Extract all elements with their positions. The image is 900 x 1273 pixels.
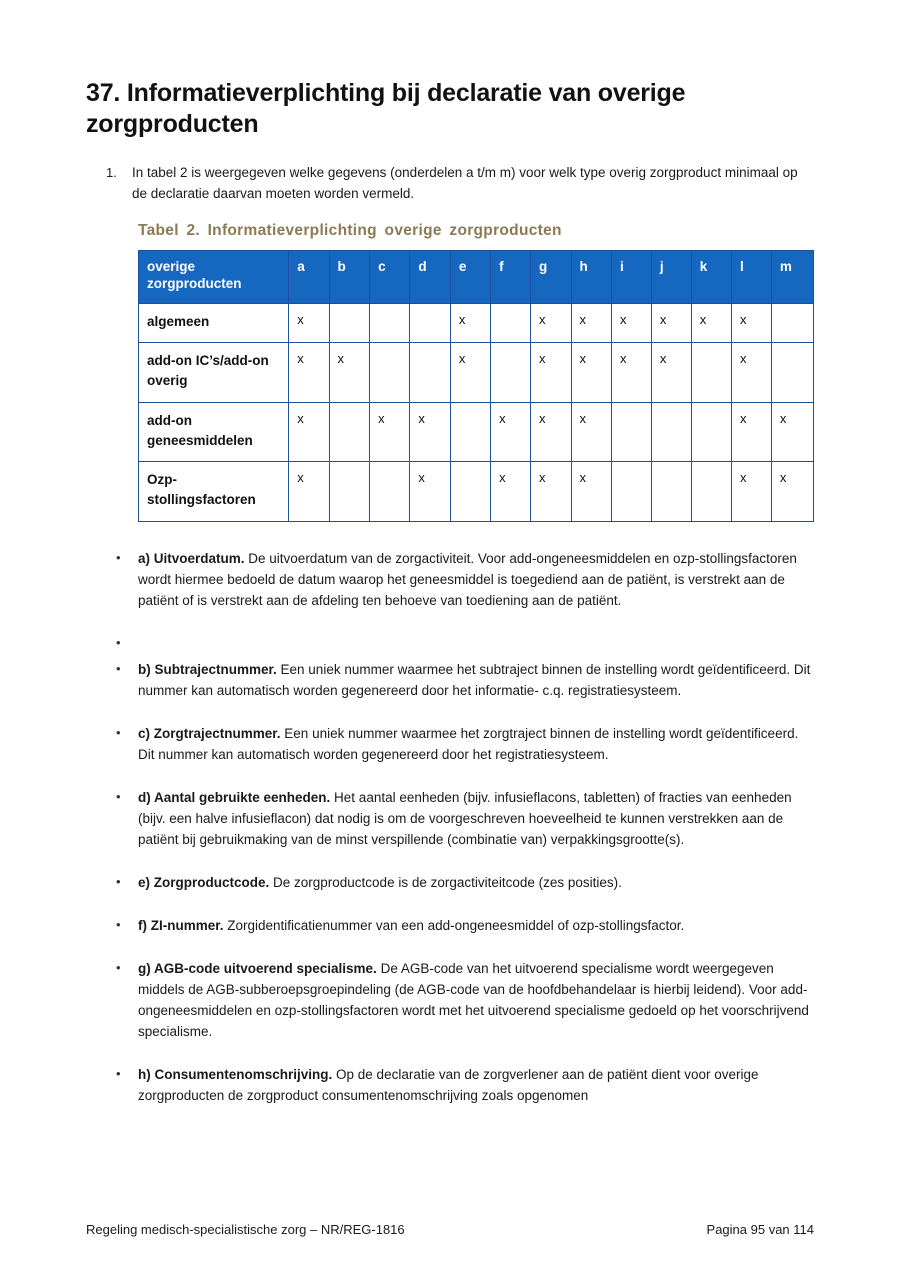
table-cell [329,462,370,522]
table-row [139,343,814,403]
table-cell: x [289,303,329,342]
list-spacer [86,633,814,651]
table-cell: x [691,303,731,342]
table-cell [410,303,451,342]
list-item [86,787,814,850]
list-item [86,659,814,701]
table-cell: x [530,343,571,403]
table-column-header: b [329,251,370,304]
table-cell [370,462,410,522]
table-cell: x [530,402,571,462]
definition-text: Het aantal eenheden (bijv. infusieflacons, tabletten) of fracties van eenheden (bijv. een halve infusieflacon) dat nodig is om de voorgeschreven hoeveelheid te kunnen verstrekken aan de patiënt bij gebruikmaking van de minst verspillende (combinatie van) verpakkingsgrootte(s). [138,789,792,847]
table-cell: x [410,462,451,522]
table-cell [329,402,370,462]
table-caption: Tabel 2. Informatieverplichting overige zorgproducten [138,222,562,240]
table-cell: x [329,343,370,403]
table-cell: x [651,303,691,342]
definition-text: Een uniek nummer waarmee het zorgtraject binnen de instelling wordt geïdentificeerd. Dit nummer kan automatisch worden gegenereerd door het registratiesysteem. [138,725,799,762]
definition-term: e) Zorgproductcode. [138,875,270,890]
list-number: 1. [106,165,117,180]
table-row-label: add-on IC’s/add-on overig [139,343,289,403]
table-cell [612,402,652,462]
table-cell [691,402,731,462]
list-item [86,723,814,765]
table-cell: x [731,343,771,403]
list-item [86,915,814,936]
page-title: 37. Informatieverplichting bij declaratie van overige zorgproducten [86,79,686,138]
table-cell [491,303,531,342]
table-cell: x [651,343,691,403]
definition-text: De uitvoerdatum van de zorgactiviteit. Voor add-ongeneesmiddelen en ozp-stollingsfactoren wordt hiermee bedoeld de datum waarop het geneesmiddel is toegediend aan de patiënt, is verstrekt aan de patiënt of is verstrekt aan de afdeling ten behoeve van toediening aan de patiënt. [138,550,797,608]
table-cell: x [530,462,571,522]
table-cell: x [771,402,813,462]
table-cell: x [491,402,531,462]
list-item [86,872,814,893]
table-cell: x [612,303,652,342]
table-column-header: h [571,251,612,304]
table-cell: x [450,303,490,342]
definition-text: Op de declaratie van de zorgverlener aan de patiënt dient voor overige zorgproducten de zorgproduct consumentenomschrijving zoals opgenomen [138,1067,759,1104]
definition-term: g) AGB-code uitvoerend specialisme. [138,961,377,977]
table-column-header: a [289,251,329,304]
table-cell: x [731,462,771,522]
table-column-header: k [691,251,731,304]
table-cell [370,343,410,403]
table-cell: x [571,343,612,403]
table-column-header: g [530,251,571,304]
table-column-header: e [450,251,490,304]
table-cell: x [571,462,612,522]
table-cell: x [771,462,813,522]
table-cell: x [571,303,612,342]
table-row-header-label: overige zorgproducten [139,251,289,304]
table-cell [329,303,370,342]
table-cell [651,462,691,522]
definition-term: c) Zorgtrajectnummer. [138,725,281,741]
table-column-header: l [731,251,771,304]
definition-term: b) Subtrajectnummer. [138,661,277,677]
table-column-header: m [771,251,813,304]
table-cell [410,343,451,403]
table-cell: x [370,402,410,462]
table-cell [450,462,490,522]
table-row-label: Ozp-stollingsfactoren [139,462,289,522]
table-column-header: d [410,251,451,304]
table-cell [370,303,410,342]
table-column-header: j [651,251,691,304]
table-column-header: i [612,251,652,304]
definition-text: De zorgproductcode is de zorgactiviteitcode (zes posities). [269,875,622,890]
table-column-header: f [491,251,531,304]
intro-text: In tabel 2 is weergegeven welke gegevens (onderdelen a t/m m) voor welk type overig zorgproduct minimaal op de declaratie daarvan moeten worden vermeld. [132,165,798,201]
table-row-label: algemeen [139,303,289,342]
table-cell [691,343,731,403]
table-cell [450,402,490,462]
table-cell: x [491,462,531,522]
table-cell: x [289,402,329,462]
table-cell: x [731,303,771,342]
definition-list [86,548,814,1107]
table-cell: x [612,343,652,403]
informatieverplichting-table [138,250,814,522]
list-item [86,1064,814,1106]
table-column-header: c [370,251,410,304]
definition-term: h) Consumentenomschrijving. [138,1067,333,1083]
table-cell: x [571,402,612,462]
table-header-row [139,251,814,304]
footer-right: Pagina 95 van 114 [706,1222,814,1237]
table-cell [612,462,652,522]
page-footer [86,1222,814,1237]
table-cell [691,462,731,522]
table-row [139,303,814,342]
table-cell: x [530,303,571,342]
definition-text: De AGB-code van het uitvoerend specialisme wordt weergegeven middels de AGB-subberoepsgroepindeling (de AGB-code van de hoofdbehandelaar is hierbij leidend). Voor add-ongeneesmiddelen en ozp-stollingsfactoren wordt met het uitvoerend specialisme gedoeld op het voorschrijvend specialisme. [138,961,809,1040]
table-row [139,462,814,522]
table-cell: x [289,462,329,522]
definition-term: d) Aantal gebruikte eenheden. [138,789,331,805]
table-row-label: add-on geneesmiddelen [139,402,289,462]
footer-left: Regeling medisch-specialistische zorg – NR/REG-1816 [86,1222,405,1237]
table-cell [491,343,531,403]
definition-term: f) ZI-nummer. [138,918,224,934]
definition-text: Zorgidentificatienummer van een add-ongeneesmiddel of ozp-stollingsfactor. [223,918,685,934]
table-row [139,402,814,462]
table-cell [651,402,691,462]
list-item [86,958,814,1042]
definition-term: a) Uitvoerdatum. [138,550,245,566]
table-cell: x [289,343,329,403]
list-item [86,548,814,611]
intro-paragraph [86,163,814,204]
table-cell [771,303,813,342]
table-cell [771,343,813,403]
table-cell: x [450,343,490,403]
table-cell: x [410,402,451,462]
definition-text: Een uniek nummer waarmee het subtraject binnen de instelling wordt geïdentificeerd. Dit nummer kan automatisch worden gegenereerd door het informatie- c.q. registratiesysteem. [138,661,811,698]
table-cell: x [731,402,771,462]
